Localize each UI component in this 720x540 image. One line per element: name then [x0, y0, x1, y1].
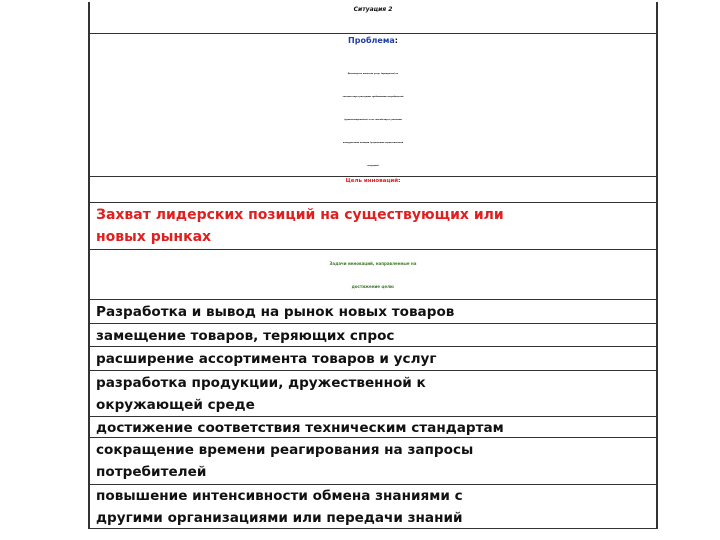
tasks-heading-line: достижение цели:	[351, 284, 395, 289]
goal-heading-colon: :	[398, 178, 401, 184]
page-title: Ситуация 2	[353, 6, 393, 13]
task-item-line: разработка продукции, дружественной к	[96, 375, 426, 391]
problem-line: соответствует растущим требованиям потребителей	[342, 96, 404, 98]
table-divider	[88, 370, 658, 371]
problem-line: ситуации)	[367, 165, 379, 167]
task-item-line: повышение интенсивности обмена знаниями с	[96, 488, 463, 504]
problem-heading	[90, 36, 656, 45]
task-item-line: окружающей среде	[96, 397, 255, 413]
table-divider	[88, 202, 658, 203]
problem-line: Достигнутое качество услуг (продуктов) не	[347, 73, 399, 75]
task-item-line: другими организациями или передачи знаний	[96, 510, 463, 526]
table-divider	[88, 249, 658, 250]
goal-line: Захват лидерских позиций на существующих или	[96, 207, 504, 223]
table-divider	[88, 299, 658, 300]
problem-line: (удовлетворенность) и не способствует усилению	[344, 119, 402, 121]
task-item-line: сокращение времени реагирования на запросы	[96, 442, 474, 458]
table-divider	[88, 323, 658, 324]
problem-heading-colon: :	[394, 36, 398, 45]
goal-heading-label: Цель инноваций	[345, 178, 399, 184]
task-item-line: достижение соответствия техническим стандартам	[96, 420, 504, 436]
task-item-line: расширение ассортимента товаров и услуг	[96, 351, 437, 367]
goal-heading	[90, 178, 656, 184]
table-divider	[88, 33, 658, 34]
goal-line: новых рынках	[96, 229, 212, 245]
task-item-line: Разработка и вывод на рынок новых товаров	[96, 304, 455, 320]
problem-line: конкурентной позиции (улучшению стратегической	[342, 142, 404, 144]
problem-heading-label: Проблема	[348, 36, 395, 45]
tasks-heading-line: Задачи инноваций, направленные на	[329, 261, 417, 266]
task-item-line: потребителей	[96, 464, 207, 480]
task-item-line: замещение товаров, теряющих спрос	[96, 328, 395, 344]
